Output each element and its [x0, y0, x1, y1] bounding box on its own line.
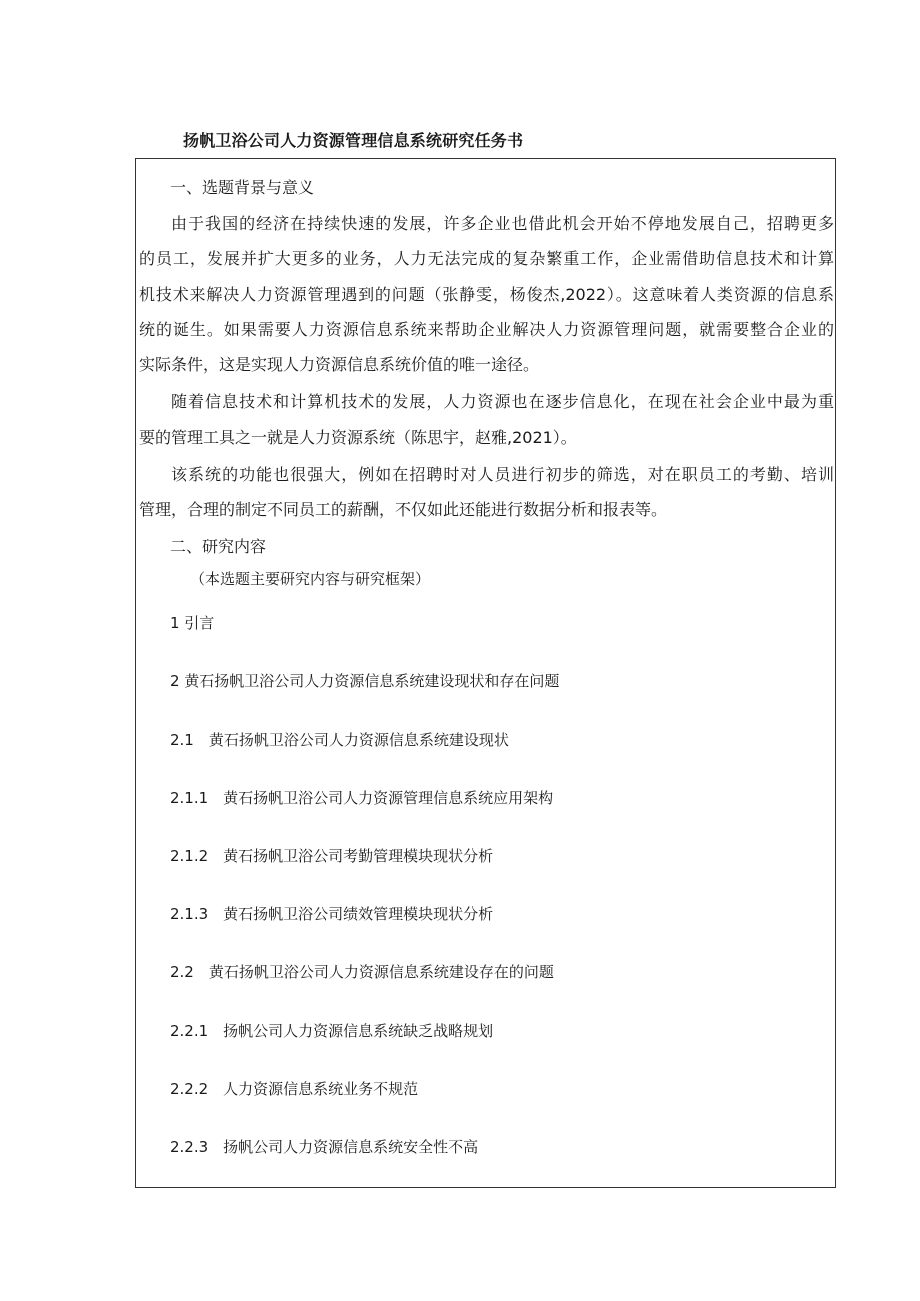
paragraph-3-line-2: 管理，合理的制定不同员工的薪酬，不仅如此还能进行数据分析和报表等。 [139, 500, 668, 519]
document-title: 扬帆卫浴公司人力资源管理信息系统研究任务书 [183, 131, 524, 150]
outline-item: 2.2 黄石扬帆卫浴公司人力资源信息系统建设存在的问题 [170, 963, 554, 981]
outline-item: 2 黄石扬帆卫浴公司人力资源信息系统建设现状和存在问题 [170, 672, 560, 690]
paragraph-2-line-2: 要的管理工具之一就是人力资源系统（陈思宇，赵雅,2021）。 [139, 428, 577, 447]
section-2-note: （本选题主要研究内容与研究框架） [190, 570, 431, 588]
paragraph-1-line-1: 由于我国的经济在持续快速的发展，许多企业也借此机会开始不停地发展自己，招聘更多 [171, 214, 834, 233]
paragraph-3-line-1: 该系统的功能也很强大，例如在招聘时对人员进行初步的筛选，对在职员工的考勤、培训 [171, 465, 834, 484]
outline-item: 2.1.2 黄石扬帆卫浴公司考勤管理模块现状分析 [170, 847, 494, 865]
section-2-heading: 二、研究内容 [170, 537, 267, 556]
paragraph-2-line-1: 随着信息技术和计算机技术的发展，人力资源也在逐步信息化，在现在社会企业中最为重 [171, 392, 834, 411]
paragraph-1-line-3: 机技术来解决人力资源管理遇到的问题（张静雯，杨俊杰,2022）。这意味着人类资源的信息系 [139, 285, 834, 304]
outline-item: 2.1.3 黄石扬帆卫浴公司绩效管理模块现状分析 [170, 905, 494, 923]
outline-item: 2.2.1 扬帆公司人力资源信息系统缺乏战略规划 [170, 1022, 494, 1040]
outline-item: 2.1.1 黄石扬帆卫浴公司人力资源管理信息系统应用架构 [170, 789, 554, 807]
outline-item: 2.1 黄石扬帆卫浴公司人力资源信息系统建设现状 [170, 731, 509, 749]
paragraph-1-line-5: 实际条件，这是实现人力资源信息系统价值的唯一途径。 [139, 355, 540, 374]
outline-item: 1 引言 [170, 614, 215, 632]
paragraph-1-line-4: 统的诞生。如果需要人力资源信息系统来帮助企业解决人力资源管理问题，就需要整合企业的 [139, 320, 834, 339]
outline-item: 2.2.2 人力资源信息系统业务不规范 [170, 1080, 419, 1098]
section-1-heading: 一、选题背景与意义 [170, 178, 315, 197]
outline-item: 2.2.3 扬帆公司人力资源信息系统安全性不高 [170, 1138, 479, 1156]
paragraph-1-line-2: 的员工，发展并扩大更多的业务，人力无法完成的复杂繁重工作，企业需借助信息技术和计算 [139, 249, 834, 268]
